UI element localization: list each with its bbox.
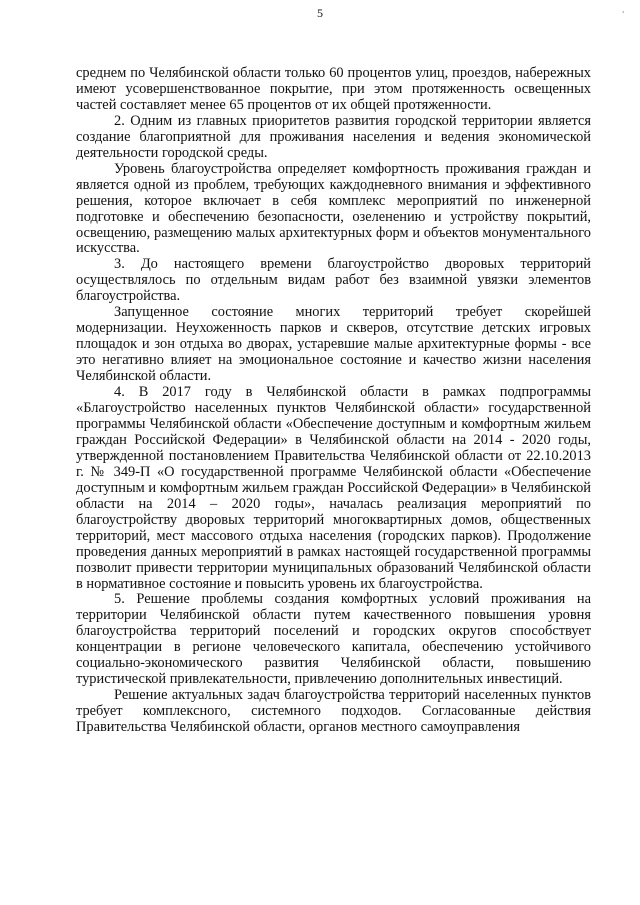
page-number: 5 [317,6,323,20]
paragraph-6: 4. В 2017 году в Челябинской области в рамках подпрограммы «Благоустройство населенных пунктов Челябинской области» государственной программы Челябинской области «Обеспечение доступным и комфортным жильем граждан Российской Федерации» в Челябинской области на 2014 - 2020 годы, утвержденной постановлением Правительства Челябинской области от 22.10.2013 г. № 349-П «О государственной программе Челябинской области «Обеспечение доступным и комфортным жильем граждан Российской Федерации» в Челябинской области на 2014 – 2020 годы», началась реализация мероприятий по благоустройству дворовых территорий многоквартирных домов, общественных территорий, мест массового отдыха населения (городских парков). Продолжение проведения данных мероприятий в рамках настоящей государственной программы позволит привести территории муниципальных образований Челябинской области в нормативное состояние и повысить уровень их благоустройства. [76,384,591,592]
paragraph-7: 5. Решение проблемы создания комфортных условий проживания на территории Челябинской области путем качественного повышения уровня благоустройства территорий поселений и городских округов способствует концентрации в регионе человеческого капитала, обеспечению устойчивого социально-экономического развития Челябинской области, повышению туристической привлекательности, привлечению дополнительных инвестиций. [76,591,591,688]
paragraph-1: среднем по Челябинской области только 60 процентов улиц, проездов, набережных имеют усовершенствованное покрытие, при этом протяженность освещенных частей составляет менее 65 процентов от их общей протяженности. [76,65,591,113]
paragraph-2: 2. Одним из главных приоритетов развития городской территории является создание благоприятной для проживания населения и ведения экономической деятельности городской среды. [76,112,591,161]
paragraph-5: Запущенное состояние многих территорий требует скорейшей модернизации. Неухоженность парков и скверов, отсутствие детских игровых площадок и зон отдыха во дворах, устаревшие малые архитектурные формы - все это негативно влияет на эмоциональное состояние и качество жизни населения Челябинской области. [76,304,591,385]
paragraph-8: Решение актуальных задач благоустройства территорий населенных пунктов требует комплексного, системного подходов. Согласованные действия Правительства Челябинской области, органов местного самоуправления [76,687,591,736]
scan-mark: ' [622,10,624,21]
paragraph-4: 3. До настоящего времени благоустройство дворовых территорий осуществлялось по отдельным видам работ без взаимной увязки элементов благоустройства. [76,256,591,305]
paragraph-3: Уровень благоустройства определяет комфортность проживания граждан и является одной из проблем, требующих каждодневного внимания и эффективного решения, которое включает в себя комплекс мероприятий по инженерной подготовке и обеспечению безопасности, озеленению и устройству покрытий, освещению, размещению малых архитектурных форм и объектов монументального искусства. [76,160,591,257]
document-body [76,66,591,736]
